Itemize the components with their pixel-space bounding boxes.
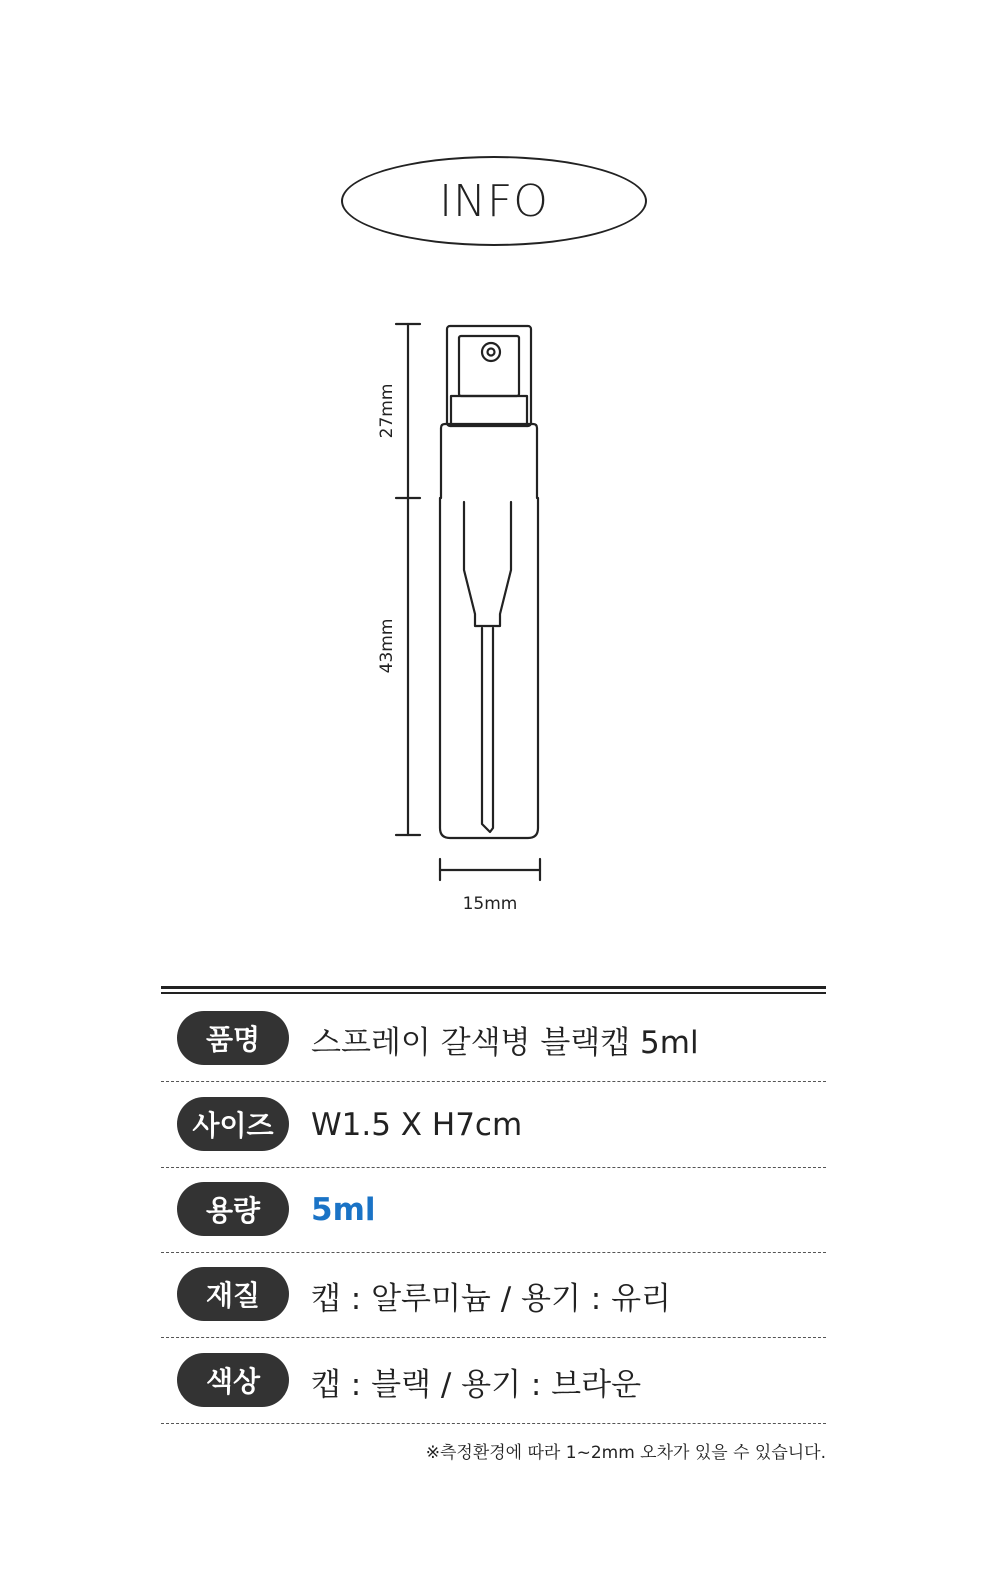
info-badge <box>341 156 647 246</box>
spec-row <box>161 1338 826 1424</box>
info-title: INFO <box>439 175 549 227</box>
bottle-dimension-diagram <box>340 310 560 920</box>
spec-value: 5ml <box>311 1192 376 1228</box>
body-height-label: 43mm <box>377 618 397 674</box>
spec-row <box>161 1252 826 1338</box>
spec-value: W1.5 X H7cm <box>311 1107 523 1143</box>
spec-label-pill: 재질 <box>177 1267 289 1321</box>
spec-row <box>161 996 826 1082</box>
spec-value: 캡 : 블랙 / 용기 : 브라운 <box>311 1366 642 1403</box>
spec-value: 캡 : 알루미늄 / 용기 : 유리 <box>311 1280 671 1317</box>
footnote: ※측정환경에 따라 1~2mm 오차가 있을 수 있습니다. <box>425 1443 826 1463</box>
table-top-rule <box>161 986 826 989</box>
spec-value: 스프레이 갈색병 블랙캡 5ml <box>311 1024 699 1061</box>
spec-label-pill: 사이즈 <box>177 1097 289 1151</box>
table-top-rule-thin <box>161 992 826 994</box>
spec-label-pill: 색상 <box>177 1353 289 1407</box>
spec-row <box>161 1082 826 1168</box>
bottle-collar <box>441 424 537 498</box>
pump-tube <box>464 502 511 626</box>
nozzle-icon <box>482 343 500 361</box>
width-label: 15mm <box>462 894 518 914</box>
bottle-body <box>440 498 538 838</box>
cap-height-label: 27mm <box>377 383 397 439</box>
spec-label-pill: 용량 <box>177 1182 289 1236</box>
row-divider <box>161 1423 826 1424</box>
spec-label-pill: 품명 <box>177 1011 289 1065</box>
spec-row <box>161 1167 826 1253</box>
